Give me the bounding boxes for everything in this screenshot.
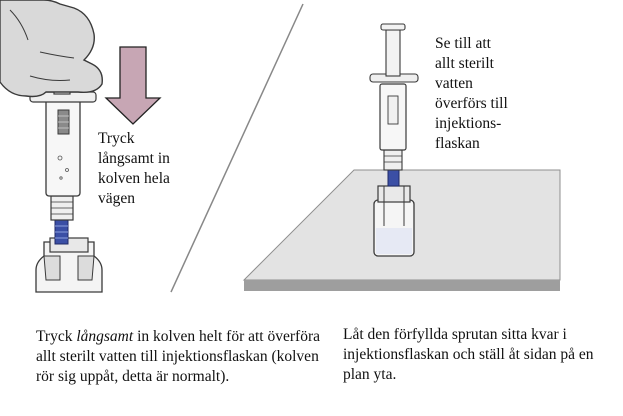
- left-label-line: kolven hela: [98, 170, 170, 187]
- caption-emphasis: långsamt: [76, 328, 134, 345]
- right-label-line: överförs till: [435, 95, 508, 112]
- left-label-line: långsamt in: [98, 150, 170, 167]
- left-label-line: Tryck: [98, 130, 135, 147]
- right-label-line: injektions-: [435, 115, 502, 132]
- caption-text: in kolven helt för att överföra allt sterilt vatten till injektionsflaskan (kolven rör sig uppåt, detta är normalt).: [36, 328, 320, 385]
- right-label-line: flaskan: [435, 135, 480, 152]
- left-illustration-label: [98, 129, 208, 209]
- left-step-caption: [36, 327, 321, 387]
- right-label-line: vatten: [435, 75, 473, 92]
- caption-text: Tryck: [36, 328, 77, 345]
- right-label-line: allt sterilt: [435, 55, 494, 72]
- right-illustration-label: [435, 34, 545, 154]
- right-step-caption: Låt den förfyllda sprutan sitta kvar i injektionsflaskan och ställ åt sidan på en plan yta.: [343, 326, 594, 383]
- left-syringe-illustration: [0, 0, 102, 292]
- right-label-line: Se till att: [435, 35, 491, 52]
- push-down-arrow: [106, 47, 160, 124]
- left-label-line: vägen: [98, 190, 136, 207]
